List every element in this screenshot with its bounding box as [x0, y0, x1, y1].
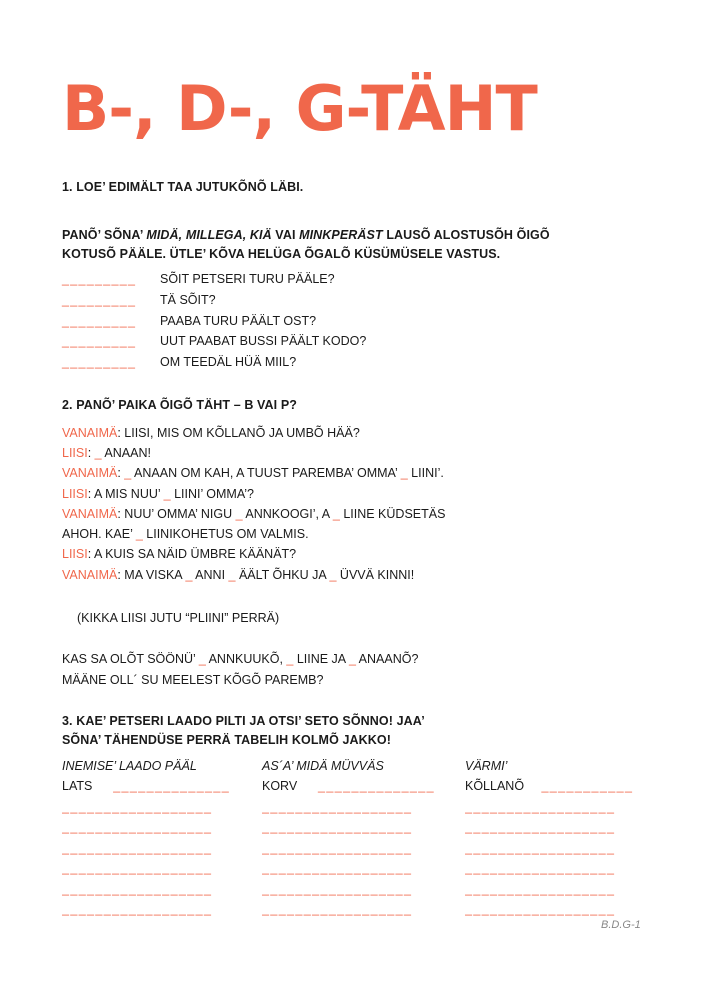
- example-word: KÕLLANÕ: [465, 779, 525, 793]
- letter-blank[interactable]: _: [94, 446, 102, 460]
- dialogue-line: [62, 444, 151, 462]
- answer-line[interactable]: __________________: [465, 861, 616, 875]
- dialogue-text: ANAAN!: [101, 446, 151, 460]
- answer-line[interactable]: __________________: [465, 799, 616, 814]
- speaker-label: VANAIMÄ: [62, 466, 118, 480]
- instruction-text: KOTUSÕ PÄÄLE. ÜTLE’ KÕVA HELÜGA ÕGALÕ KÜSÜMÜSELE VASTUS.: [62, 247, 501, 261]
- dialogue-line: [62, 525, 309, 543]
- question-text: ANAANÕ?: [355, 652, 419, 666]
- dialogue-text: :: [117, 466, 125, 480]
- speaker-label: VANAIMÄ: [62, 426, 118, 440]
- speaker-label: VANAIMÄ: [62, 507, 118, 521]
- dialogue-text: :: [87, 446, 95, 460]
- column-header: VÄRMI’: [465, 759, 508, 773]
- instruction-text: VAI: [271, 228, 300, 242]
- letter-blank[interactable]: _: [198, 652, 206, 666]
- question-text: PAABA TURU PÄÄLT OST?: [160, 314, 317, 328]
- source-note: (KIKKA LIISI JUTU “PLIINI” PERRÄ): [77, 611, 280, 625]
- dialogue-text: LIINI’.: [407, 466, 444, 480]
- answer-line[interactable]: __________________: [62, 820, 213, 834]
- answer-line[interactable]: __________________: [465, 902, 616, 916]
- task3-heading: [62, 712, 425, 750]
- letter-blank[interactable]: _: [329, 568, 337, 582]
- answer-line[interactable]: __________________: [262, 902, 413, 916]
- question-row: [62, 272, 335, 286]
- answer-line[interactable]: __________________: [465, 881, 616, 896]
- speaker-label: LIISI: [62, 487, 88, 501]
- task1-instruction: [62, 226, 550, 264]
- page-title: B-, D-, G-TÄHT: [62, 72, 537, 145]
- dialogue-line: [62, 566, 414, 584]
- question-line: [62, 650, 418, 668]
- answer-line[interactable]: __________________: [262, 861, 413, 875]
- question-row: [62, 314, 316, 328]
- question-row: [62, 293, 216, 307]
- speaker-label: VANAIMÄ: [62, 568, 118, 582]
- letter-blank[interactable]: _: [124, 466, 132, 480]
- letter-blank[interactable]: _: [135, 527, 143, 541]
- dialogue-text: ÄÄLT ÕHKU JA: [235, 568, 330, 582]
- question-text: UUT PAABAT BUSSI PÄÄLT KODO?: [160, 334, 367, 348]
- example-row: [465, 776, 655, 797]
- task1-heading: 1. LOE’ EDIMÄLT TAA JUTUKÕNÕ LÄBI.: [62, 180, 304, 194]
- letter-blank[interactable]: _: [163, 487, 171, 501]
- instruction-text: PANÕ’ SÕNA’: [62, 228, 147, 242]
- answer-line[interactable]: __________________: [62, 840, 213, 855]
- answer-line[interactable]: __________________: [62, 881, 213, 896]
- question-text: SÕIT PETSERI TURU PÄÄLE?: [160, 272, 335, 286]
- answer-blank[interactable]: _________: [62, 314, 137, 328]
- speaker-label: LIISI: [62, 446, 88, 460]
- column-people: [62, 756, 252, 920]
- task2-heading: 2. PANÕ’ PAIKA ÕIGÕ TÄHT – B VAI P?: [62, 398, 298, 412]
- dialogue-line: [62, 505, 445, 523]
- dialogue-line: [62, 424, 360, 442]
- letter-blank[interactable]: _: [228, 568, 236, 582]
- dialogue-text: LIINE KÜDSETÄS: [339, 507, 446, 521]
- letter-blank[interactable]: _: [348, 652, 356, 666]
- example-row: [62, 776, 252, 797]
- column-goods: [262, 756, 452, 920]
- answer-line[interactable]: __________________: [62, 861, 213, 875]
- letter-blank[interactable]: _: [332, 507, 340, 521]
- example-word: KORV: [262, 779, 298, 793]
- question-line: MÄÄNE OLL´ SU MEELEST KÕGÕ PAREMB?: [62, 673, 324, 687]
- question-text: LIINE JA: [293, 652, 349, 666]
- question-text: KAS SA OLÕT SÖÖNÜ’: [62, 652, 199, 666]
- letter-blank[interactable]: _: [400, 466, 408, 480]
- letter-blank[interactable]: _: [235, 507, 243, 521]
- question-text: TÄ SÕIT?: [160, 293, 216, 307]
- answer-line[interactable]: __________________: [465, 820, 616, 834]
- answer-blank[interactable]: _________: [62, 355, 137, 369]
- dialogue-text: : MA VISKA: [117, 568, 186, 582]
- answer-line[interactable]: __________________: [62, 799, 213, 814]
- answer-line[interactable]: ______________: [113, 779, 231, 793]
- letter-blank[interactable]: _: [286, 652, 294, 666]
- answer-blank[interactable]: _________: [62, 272, 137, 286]
- dialogue-line: [62, 545, 296, 563]
- dialogue-text: ANNKOOGI’, A: [242, 507, 333, 521]
- column-header: INEMISE’ LAADO PÄÄL: [62, 759, 197, 773]
- dialogue-text: ANAAN OM KAH, A TUUST PAREMBA’ OMMA’: [131, 466, 401, 480]
- letter-blank[interactable]: _: [185, 568, 193, 582]
- answer-line[interactable]: __________________: [262, 881, 413, 896]
- instruction-text: LAUSÕ ALOSTUSÕH ÕIGÕ: [382, 228, 550, 242]
- example-row: [262, 776, 452, 797]
- answer-line[interactable]: ______________: [318, 779, 435, 793]
- question-row: [62, 334, 366, 348]
- dialogue-line: [62, 485, 254, 503]
- answer-line[interactable]: __________________: [262, 799, 413, 814]
- instruction-italic: MINKPERÄST: [299, 228, 383, 242]
- dialogue-text: ÜVVÄ KINNI!: [336, 568, 415, 582]
- dialogue-text: : NUU’ OMMA’ NIGU: [117, 507, 236, 521]
- dialogue-text: ANNI: [192, 568, 229, 582]
- heading-line: SÕNA’ TÄHENDÜSE PERRÄ TABELIH KOLMÕ JAKKO!: [62, 733, 391, 747]
- column-header: AS´A’ MIDÄ MÜVVÄS: [262, 759, 384, 773]
- answer-line[interactable]: __________________: [262, 840, 413, 855]
- dialogue-text: AHOH. KAE’: [62, 527, 136, 541]
- dialogue-text: : A KUIS SA NÄID ÜMBRE KÄÄNÄT?: [87, 547, 297, 561]
- answer-line[interactable]: ___________: [541, 779, 634, 793]
- instruction-italic: MIDÄ, MILLEGA, KIÄ: [146, 228, 272, 242]
- answer-blank[interactable]: _________: [62, 334, 137, 348]
- answer-line[interactable]: __________________: [62, 902, 213, 916]
- dialogue-text: LIINIKOHETUS OM VALMIS.: [142, 527, 309, 541]
- dialogue-text: : LIISI, MIS OM KÕLLANÕ JA UMBÕ HÄÄ?: [117, 426, 360, 440]
- question-row: [62, 355, 296, 369]
- heading-line: 3. KAE’ PETSERI LAADO PILTI JA OTSI’ SETO SÕNNO! JAA’: [62, 714, 425, 728]
- page-footer-code: B.D.G-1: [601, 919, 641, 931]
- column-colors: [465, 756, 655, 920]
- question-text: OM TEEDÄL HÜÄ MIIL?: [160, 355, 297, 369]
- dialogue-text: LIINI’ OMMA’?: [170, 487, 254, 501]
- question-text: ANNKUUKÕ,: [205, 652, 287, 666]
- answer-line[interactable]: __________________: [262, 820, 413, 834]
- dialogue-text: : A MIS NUU’: [87, 487, 164, 501]
- example-word: LATS: [62, 779, 93, 793]
- answer-line[interactable]: __________________: [465, 840, 616, 855]
- dialogue-line: [62, 464, 444, 482]
- answer-blank[interactable]: _________: [62, 293, 137, 307]
- speaker-label: LIISI: [62, 547, 88, 561]
